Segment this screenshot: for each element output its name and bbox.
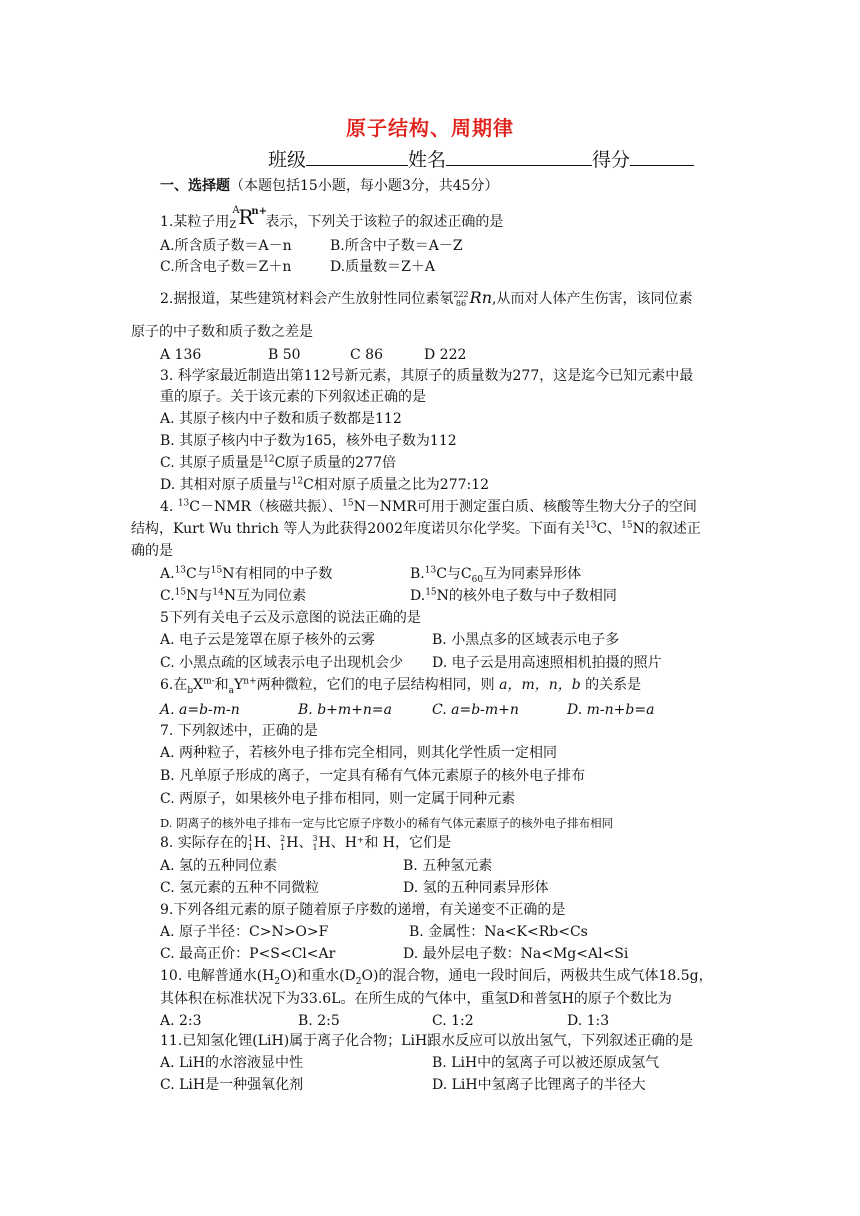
q4-option-a: A.$^{13}$C与$^{15}$N有相同的中子数 xyxy=(160,565,333,582)
q6-option-a: A. a=b-m-n xyxy=(160,702,240,718)
q2-option-b: B 50 xyxy=(268,347,301,363)
q3-stem: 3. 科学家最近制造出第112号新元素，其原子的质量数为277，这是迄今已知元素中最 xyxy=(160,368,694,384)
class-label: 班级 xyxy=(268,149,307,171)
q10-option-b: B. 2:5 xyxy=(298,1013,340,1029)
q8-option-b: B. 五种氢元素 xyxy=(403,858,493,874)
q7-option-a: A. 两种粒子，若核外电子排布完全相同，则其化学性质一定相同 xyxy=(160,745,558,761)
q2-stem: 2.据报道，某些建筑材料会产生放射性同位素氡 222 86 Rn,从而对人体产生伤害，该同位素 xyxy=(160,288,693,308)
q10-option-d: D. 1:3 xyxy=(567,1013,610,1029)
h3-isotope-icon: 3 1 xyxy=(312,834,318,852)
q9-option-d: D. 最外层电子数：Na<Mg<Al<Si xyxy=(403,946,629,962)
section-heading: 一、选择题（本题包括15小题，每小题3分，共45分） xyxy=(160,178,499,194)
q2-option-d: D 222 xyxy=(424,347,467,363)
q8-option-d: D. 氢的五种同素异形体 xyxy=(403,880,549,896)
q6-option-d: D. m-n+b=a xyxy=(567,702,655,718)
q1-option-d: D.质量数＝Z＋A xyxy=(330,259,436,275)
q6-option-c: C. a=b-m+n xyxy=(432,702,519,718)
q8-option-a: A. 氢的五种同位素 xyxy=(160,858,278,874)
q6-stem: 6.在$_bX^{m-}$和$_aY^{n+}$两种微粒，它们的电子层结构相同，则 a，m，n，b 的关系是 xyxy=(160,676,642,696)
q5-option-c: C. 小黑点疏的区域表示电子出现机会少 xyxy=(160,655,404,671)
q9-option-b: B. 金属性：Na<K<Rb<Cs xyxy=(409,924,588,940)
q2-stem-cont: 原子的中子数和质子数之差是 xyxy=(131,324,313,340)
name-blank[interactable] xyxy=(446,147,592,166)
q4-option-d: D.$^{15}$N的核外电子数与中子数相同 xyxy=(410,587,617,604)
q2-option-c: C 86 xyxy=(350,347,383,363)
q1-stem: 1.某粒子用 A Z R n+ 表示，下列关于该粒子的叙述正确的是 xyxy=(160,205,504,231)
q11-option-d: D. LiH中氢离子比锂离子的半径大 xyxy=(432,1077,646,1093)
h1-isotope-icon: 1 1 xyxy=(247,834,253,852)
q3-stem-cont: 重的原子。关于该元素的下列叙述正确的是 xyxy=(160,389,426,405)
q11-option-a: A. LiH的水溶液显中性 xyxy=(160,1055,303,1071)
q4-option-b: B.$^{13}$C与$C_{60}$互为同素异形体 xyxy=(410,565,582,585)
q11-stem: 11.已知氢化锂(LiH)属于离子化合物；LiH跟水反应可以放出氢气，下列叙述正确的是 xyxy=(160,1033,694,1049)
q10-stem: 10. 电解普通水$(H_2O)$和重水$(D_2O)$的混合物，通电一段时间后，两极共生成气体18.5g， xyxy=(160,968,713,987)
q4-stem: 4. $^{13}$C－NMR（核磁共振）、$^{15}$N－NMR可用于测定蛋白质、核酸等生物大分子的空间 xyxy=(160,498,697,515)
q7-stem: 7. 下列叙述中，正确的是 xyxy=(160,723,318,739)
q5-stem: 5下列有关电子云及示意图的说法正确的是 xyxy=(160,610,421,626)
q3-option-a: A. 其原子核内中子数和质子数都是112 xyxy=(160,411,402,427)
q4-stem-cont: 结构，Kurt Wu thrich 等人为此获得2002年度诺贝尔化学奖。下面有关$^{13}$C、$^{15}$N的叙述正 xyxy=(131,520,701,537)
q11-option-c: C. LiH是一种强氧化剂 xyxy=(160,1077,304,1093)
q1-option-b: B.所含中子数＝A－Z xyxy=(330,238,463,254)
q3-option-c: C. 其原子质量是$^{12}$C原子质量的277倍 xyxy=(160,454,397,471)
q6-option-b: B. b+m+n=a xyxy=(298,702,392,718)
class-blank[interactable] xyxy=(306,147,408,166)
q11-option-b: B. LiH中的氢离子可以被还原成氢气 xyxy=(432,1055,660,1071)
h2-isotope-icon: 2 1 xyxy=(280,834,286,852)
q3-option-b: B. 其原子核内中子数为165，核外电子数为112 xyxy=(160,433,457,449)
q9-option-a: A. 原子半径：C>N>O>F xyxy=(160,924,329,940)
q10-option-c: C. 1:2 xyxy=(432,1013,474,1029)
score-blank[interactable] xyxy=(630,147,694,166)
q7-option-d: D. 阴离子的核外电子排布一定与比它原子序数小的稀有气体元素原子的核外电子排布相同 xyxy=(160,816,614,830)
q9-stem: 9.下列各组元素的原子随着原子序数的递增，有关递变不正确的是 xyxy=(160,902,566,918)
q5-option-d: D. 电子云是用高速照相机拍摄的照片 xyxy=(432,655,662,671)
q7-option-b: B. 凡单原子形成的离子，一定具有稀有气体元素原子的核外电子排布 xyxy=(160,768,586,784)
q10-option-a: A. 2:3 xyxy=(160,1013,202,1029)
q10-stem-cont: 其体积在标准状况下为33.6L。在所生成的气体中，重氢D和普氢H的原子个数比为 xyxy=(160,991,672,1007)
q2-option-a: A 136 xyxy=(160,347,202,363)
q7-option-c: C. 两原子，如果核外电子排布相同，则一定属于同种元素 xyxy=(160,791,516,807)
q9-option-c: C. 最高正价：P<S<Cl<Ar xyxy=(160,946,336,962)
q4-stem-end: 确的是 xyxy=(131,543,173,559)
q5-option-b: B. 小黑点多的区域表示电子多 xyxy=(432,632,620,648)
nuclide-symbol-icon: A Z R n+ xyxy=(229,205,268,231)
q4-option-c: C.$^{15}$N与$^{14}$N互为同位素 xyxy=(160,587,307,604)
q8-stem: 8. 实际存在的 1 1 H、 2 1 H、 3 1 H、H⁺和 H，它们是 xyxy=(160,834,451,852)
q3-option-d: D. 其相对原子质量与$^{12}$C相对原子质量之比为277:12 xyxy=(160,476,490,493)
q1-option-c: C.所含电子数＝Z＋n xyxy=(160,259,292,275)
q8-option-c: C. 氢元素的五种不同微粒 xyxy=(160,880,320,896)
student-info-line xyxy=(268,145,694,172)
q1-option-a: A.所含质子数＝A－n xyxy=(160,238,292,254)
rn-isotope-icon: 222 86 xyxy=(453,290,469,308)
q5-option-a: A. 电子云是笼罩在原子核外的云雾 xyxy=(160,632,376,648)
page-title: 原子结构、周期律 xyxy=(346,116,514,140)
score-label: 得分 xyxy=(592,149,631,171)
name-label: 姓名 xyxy=(408,149,447,171)
